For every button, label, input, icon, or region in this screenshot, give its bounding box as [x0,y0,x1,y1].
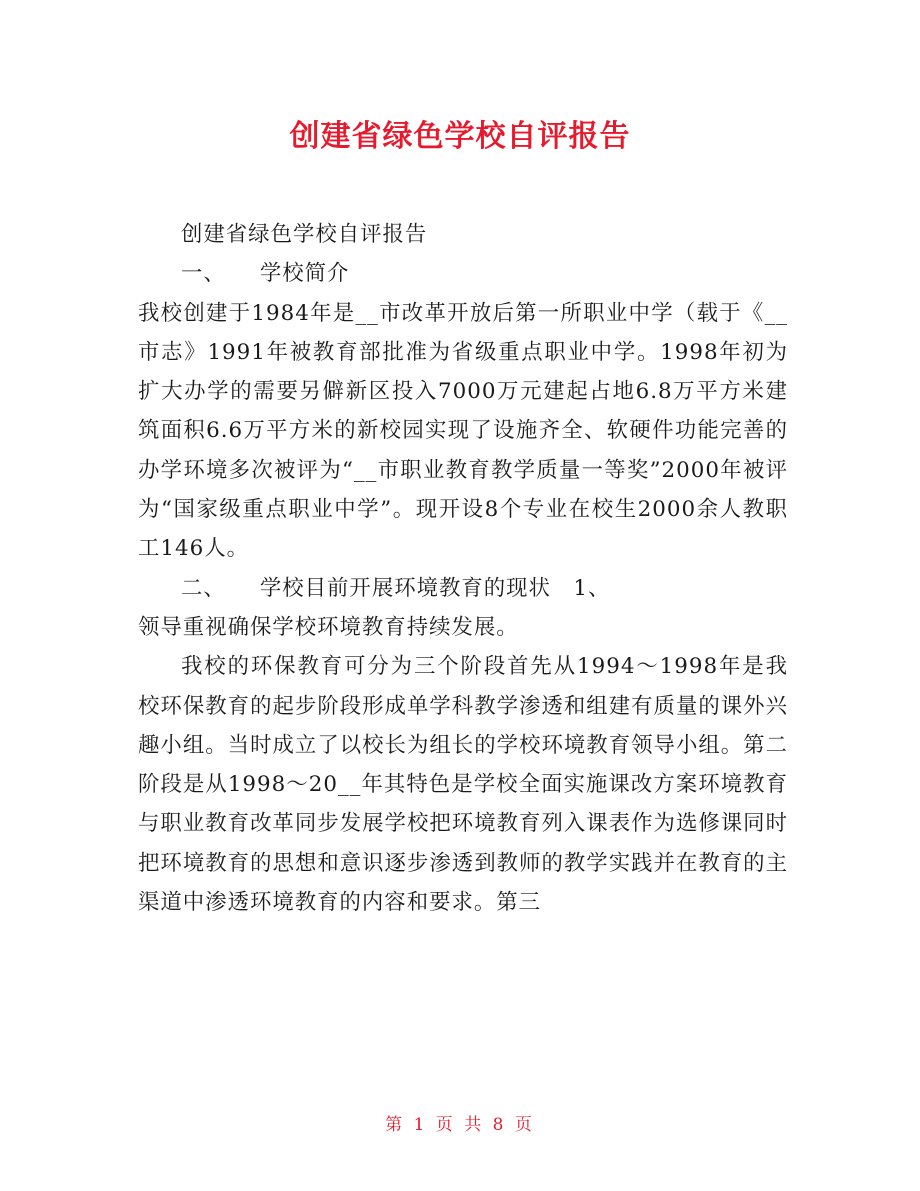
body-paragraph: 我校创建于1984年是__市改革开放后第一所职业中学（载于《__市志》1991年被教育部批准为省级重点职业中学。1998年初为扩大办学的需要另僻新区投入7000万元建起占地6.8万平方米建筑面积6.6万平方米的新校园实现了设施齐全、软硬件功能完善的办学环境多次被评为“__市职业教育教学质量一等奖”2000年被评为“国家级重点职业中学”。现开设8个专业在校生2000余人教职工146人。 [138,300,788,562]
document-body [138,215,788,922]
section-heading: 二、 学校目前开展环境教育的现状 1、 [181,575,611,601]
body-paragraph: 我校的环保教育可分为三个阶段首先从1994～1998年是我校环保教育的起步阶段形成单学科教学渗透和组建有质量的课外兴趣小组。当时成立了以校长为组长的学校环境教育领导小组。第二阶段是从1998～20__年其特色是学校全面实施课改方案环境教育与职业教育改革同步发展学校把环境教育列入课表作为选修课同时把环境教育的思想和意识逐步渗透到教师的教学实践并在教育的主渠道中渗透环境教育的内容和要求。第三 [138,654,788,916]
body-paragraph: 领导重视确保学校环境教育持续发展。 [138,614,519,640]
page-number-footer: 第 1 页 共 8 页 [385,1115,535,1135]
document-title: 创建省绿色学校自评报告 [289,119,631,154]
body-paragraph: 创建省绿色学校自评报告 [181,222,428,247]
section-heading: 一、 学校简介 [181,261,350,287]
